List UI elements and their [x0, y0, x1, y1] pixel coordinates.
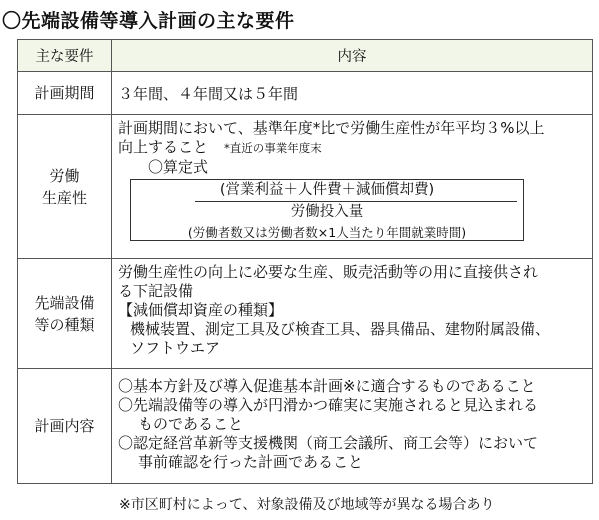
equipment-label-line1: 先端設備	[34, 293, 95, 312]
table-row-equipment	[18, 259, 593, 369]
table-row-period	[18, 72, 593, 115]
footnote: ※市区町村によって、対象設備及び地域等が異なる場合あり	[119, 497, 495, 513]
plan-item-2-line1: 〇先端設備等の導入が円滑かつ確実に実施されると見込まれる	[118, 396, 539, 414]
requirements-table	[17, 39, 593, 484]
equipment-category-heading: 【減価償却資産の種類】	[118, 301, 284, 319]
header-requirement: 主な要件	[18, 40, 112, 72]
equipment-content	[112, 259, 592, 360]
productivity-note: *直近の事業年度末	[224, 141, 322, 155]
productivity-text-line1: 計画期間において、基準年度*比で労働生産性が年平均３%以上	[118, 119, 545, 137]
productivity-label-line1: 労働	[49, 166, 80, 185]
table-row-plan-content	[18, 369, 593, 484]
page-title: 〇先端設備等導入計画の主な要件	[2, 10, 295, 32]
fraction-line	[195, 201, 517, 202]
plan-content-label: 計画内容	[18, 369, 112, 484]
productivity-label-line2: 生産性	[41, 188, 87, 207]
period-label: 計画期間	[18, 72, 112, 115]
productivity-content	[112, 115, 592, 249]
plan-item-2-line2: ものであること	[138, 415, 244, 433]
formula-numerator: (営業利益＋人件費＋減価償却費)	[219, 182, 435, 198]
equipment-label	[18, 259, 112, 369]
equipment-text-line2: る下記設備	[118, 282, 194, 300]
formula-box	[130, 179, 524, 241]
equipment-category-line1: 機械装置、測定工具及び検査工具、器具備品、建物附属設備、	[130, 320, 551, 338]
table-row-productivity	[18, 115, 593, 259]
table-header-row	[18, 40, 593, 72]
plan-item-3-line1: 〇認定経営革新等支援機関（商工会議所、商工会等）において	[118, 434, 539, 452]
equipment-text-line1: 労働生産性の向上に必要な生産、販売活動等の用に直接供され	[118, 263, 539, 281]
productivity-label	[18, 115, 112, 259]
period-content: ３年間、４年間又は５年間	[118, 84, 299, 103]
formula-title: 〇算定式	[148, 158, 209, 176]
plan-item-3-line2: 事前確認を行った計画であること	[138, 453, 364, 471]
formula-denominator: 労働投入量	[290, 204, 364, 220]
equipment-label-line2: 等の種類	[34, 315, 95, 334]
equipment-category-line2: ソフトウエア	[130, 339, 221, 357]
header-content: 内容	[112, 40, 593, 72]
formula-note: (労働者数又は労働者数×1人当たり年間就業時間)	[187, 225, 467, 240]
plan-item-1: 〇基本方針及び導入促進基本計画※に適合するものであること	[118, 377, 536, 395]
productivity-text-line2: 向上すること	[118, 138, 209, 156]
plan-content	[112, 369, 592, 474]
